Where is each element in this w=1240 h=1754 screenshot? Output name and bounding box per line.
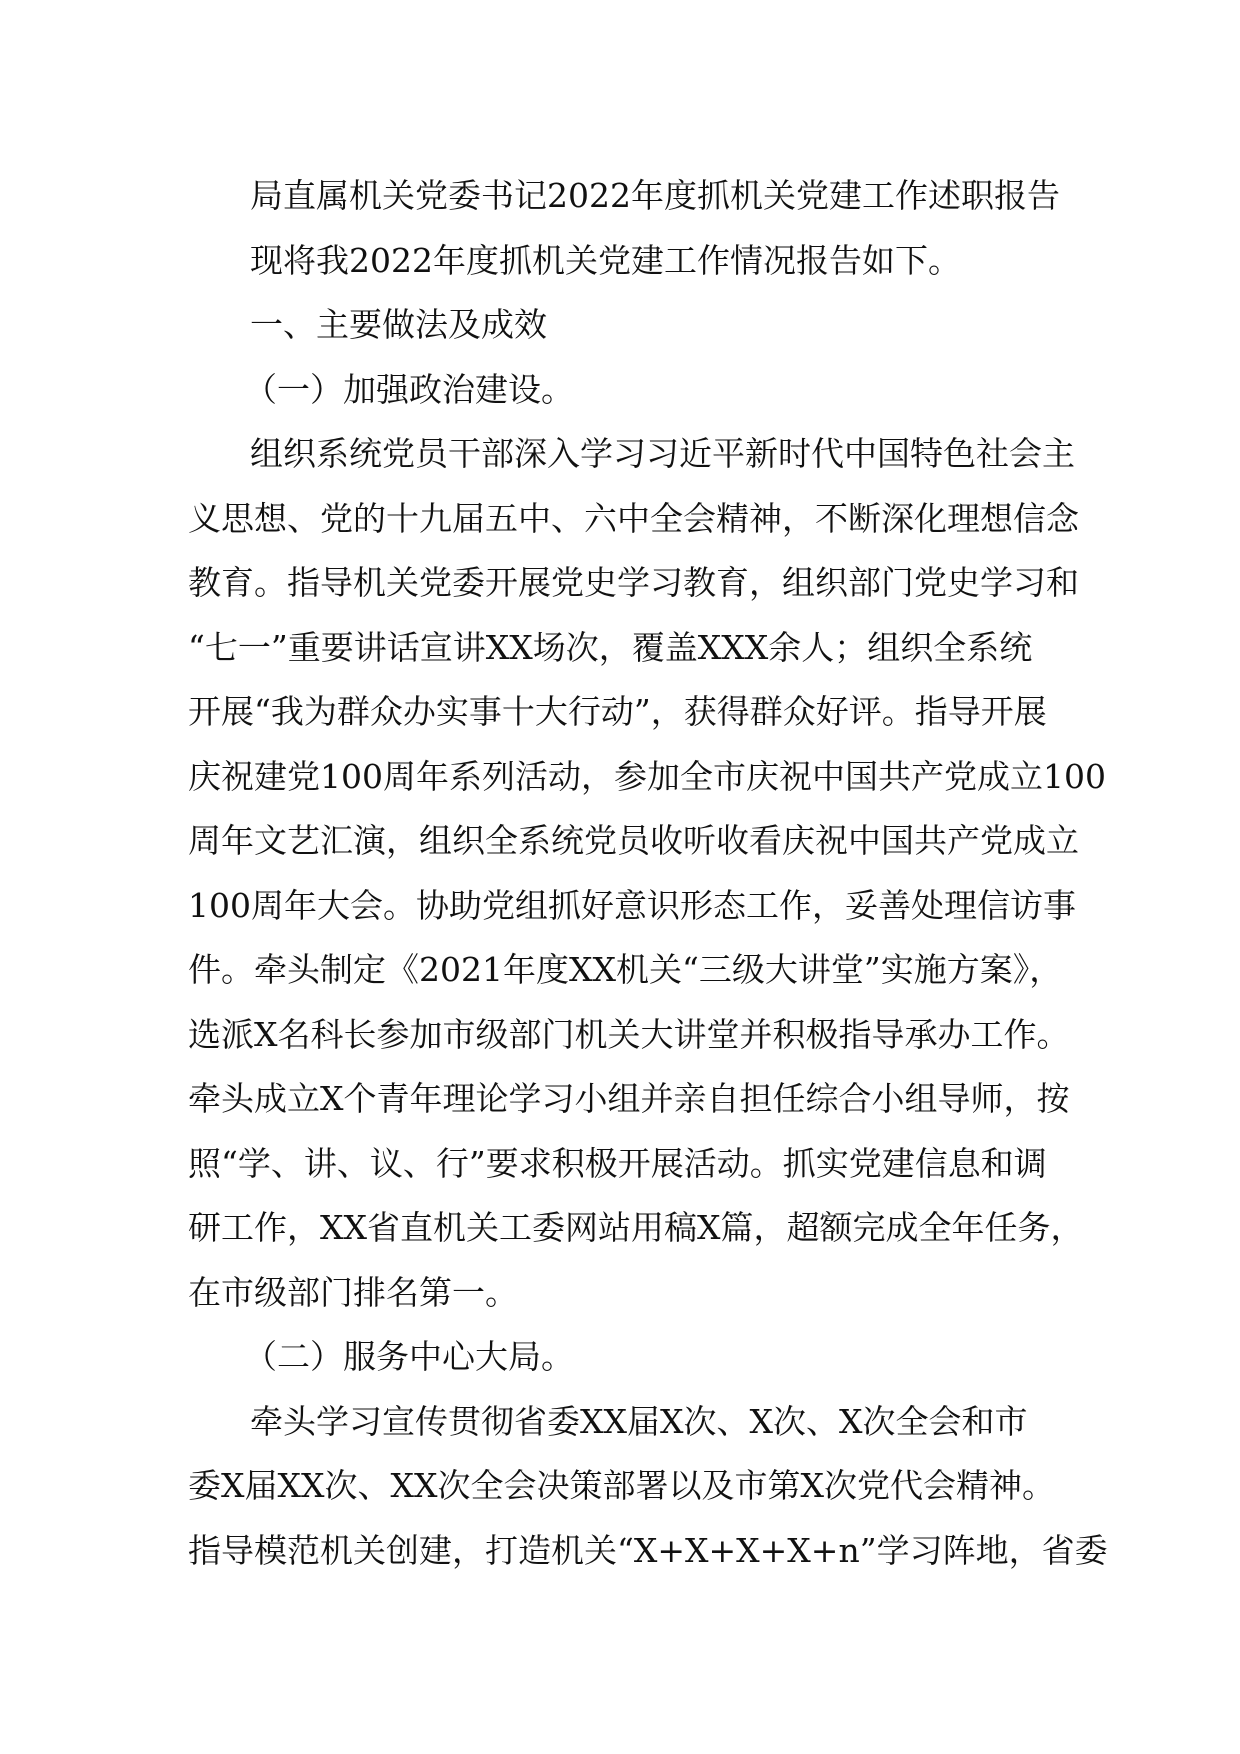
paragraph-line: 在市级部门排名第一。 — [188, 1272, 518, 1312]
paragraph-line: 教育。指导机关党委开展党史学习教育，组织部门党史学习和 — [188, 563, 1079, 602]
paragraph-line: “七一”重要讲话宣讲XX场次，覆盖XXX余人；组织全系统 — [188, 627, 1033, 667]
paragraph-line: 义思想、党的十九届五中、六中全会精神，不断深化理想信念 — [188, 498, 1079, 538]
intro-paragraph: 现将我2022年度抓机关党建工作情况报告如下。 — [250, 240, 961, 280]
paragraph-line: 照“学、讲、议、行”要求积极开展活动。抓实党建信息和调 — [188, 1143, 1047, 1183]
document-body — [188, 164, 1108, 1583]
paragraph-line: 委X届XX次、XX次全会决策部署以及市第X次党代会精神。 — [188, 1466, 1055, 1505]
paragraph-political-construction — [188, 422, 1106, 1325]
section-heading-1: 一、主要做法及成效 — [250, 305, 547, 344]
subsection-heading-2: （二）服务中心大局。 — [244, 1337, 574, 1376]
paragraph-line: 件。牵头制定《2021年度XX机关“三级大讲堂”实施方案》， — [188, 950, 1063, 989]
paragraph-line: 庆祝建党100周年系列活动，参加全市庆祝中国共产党成立100 — [188, 756, 1106, 796]
paragraph-line: 开展“我为群众办实事十大行动”，获得群众好评。指导开展 — [188, 692, 1047, 731]
paragraph-line: 指导模范机关创建，打造机关“X+X+X+X+n”学习阵地，省委 — [188, 1530, 1108, 1570]
subsection-heading-1: （一）加强政治建设。 — [244, 369, 574, 409]
paragraph-line: 牵头成立X个青年理论学习小组并亲自担任综合小组导师，按 — [188, 1079, 1070, 1118]
report-title: 局直属机关党委书记2022年度抓机关党建工作述职报告 — [250, 176, 1060, 215]
paragraph-serve-center — [188, 1390, 1108, 1584]
paragraph-line: 100周年大会。协助党组抓好意识形态工作，妥善处理信访事 — [188, 885, 1076, 925]
paragraph-line: 周年文艺汇演，组织全系统党员收听收看庆祝中国共产党成立 — [188, 821, 1079, 860]
paragraph-line: 研工作，XX省直机关工委网站用稿X篇，超额完成全年任务， — [188, 1208, 1084, 1247]
paragraph-line: 牵头学习宣传贯彻省委XX届X次、X次、X次全会和市 — [250, 1401, 1028, 1441]
paragraph-line: 选派X名科长参加市级部门机关大讲堂并积极指导承办工作。 — [188, 1014, 1070, 1054]
paragraph-line: 组织系统党员干部深入学习习近平新时代中国特色社会主 — [250, 434, 1075, 473]
